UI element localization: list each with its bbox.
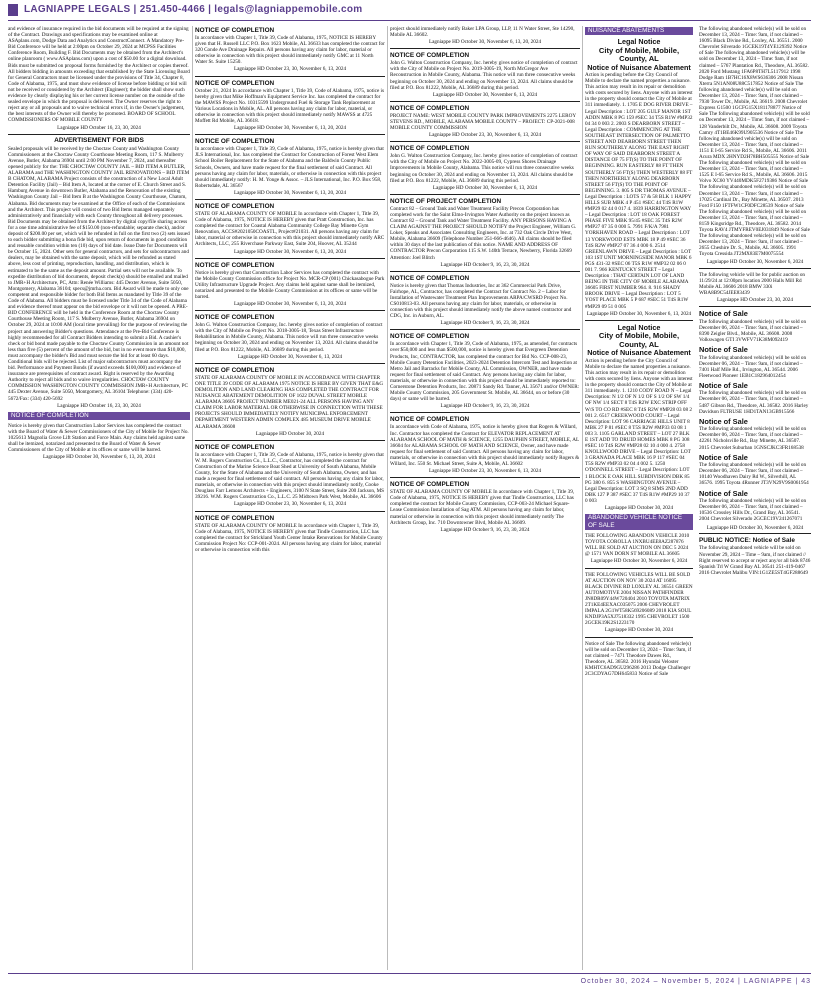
notice-publication: Lagniappe HD October 30, November 6, 13, 2024 [586,310,692,317]
notice [390,416,580,474]
notice-title: Notice of Sale [699,488,748,498]
notice-body: The following abandoned vehicle(s) will be sold on December 06, 2024 – Time: 9am, if not claimed – 10140 Woodhaven Dairy Rd W., Silverhill, AL 36576. 1995 Toyota 4Runner JT3VN29V9S0061954 [699,462,809,487]
notice-title: NOTICE OF COMPLETION [195,202,275,210]
notice [699,537,811,575]
notice-body: project should immediately notify Baker LPA Group, LLP, 11 N Water Street, Ste 14290, Mobile AL 36602. [390,26,576,39]
notice [195,444,385,508]
divider [585,568,693,569]
notice-title: NOTICE OF COMPLETION [390,104,470,112]
divider [390,271,580,272]
notice-title: Notice of Sale [699,380,748,390]
notice [585,572,693,634]
notice-title: NOTICE OF COMPLETION [390,145,470,153]
notice [195,27,385,73]
notice-body: Notice is hereby given that Construction Labor Services has completed the contract with the Mobile County Commission office for Project No. MCR-CP (001) Chickasabogue Park Utility Infrastructure Upgrade Project. Any claims held against same shall be itemized, notarized and presented to the Mobile County Commission at its offices or same will be barred. [195,269,386,300]
notice-body: Contract 82 – Ground Tank and Water Treatment Facility Precon Corporation has completed work for the Saint Elmo-Irvington Water Authority on the project known as Contract 82 – Ground Tank and Water Treatment Facility. ANY PERSONS HAVING A CLAIM AGAINST THE PROJECT SHOULD NOTIFY the Project Engineer, William G. Loker, Speaks and Associates Consulting Engineers, Inc. at 732 Oak Circle Drive West, Mobile, Alabama 36609 (Telephone Number 251-666-4646). All claims should be filed within 30 days of the last publication of this notice. NAME AND ADDRESS OF CONTRACTOR Precon Corporation 115 S.W. 140th Terrace, Newberry, Florida 32669 Attention: Joel Blitch [390,205,578,261]
notice-body: The following abandoned vehicle will be sold on November 29, 2024 – Time – 9am, if not claimed // Right reserved to accept or reject any/or all bids 8746 Spanish Trl W Grand Bay AL 36541 251-419-0467 2016 Chevrolet Malibu VIN:1G1ZE5ST4GF288649 [699,545,812,576]
notice-heading-line: Legal Notice [617,322,661,332]
column-3 [390,26,580,970]
notice-publication: Lagniappe HD October 23, 30, 2024 [717,297,793,304]
notice [699,310,811,343]
notice [585,533,693,564]
divider [390,48,580,49]
notice-publication: Lagniappe HD October 23, 30, November 6, 13, 2024 [233,501,347,508]
notice [195,80,385,132]
notice-body: THE FOLLOWING ABANDON VEHICLE 2010 TOYOTA COROLLA 1NXBU4EE8AZ287876 WILL BE SOLD AT AUCTION ON DEC 5 2024 @ 1571 VAN DORN ST MOBILE AL 36605 [585,533,691,558]
notice-body: STATE OF ALABAMA COUNTY OF MOBILE In accordance with Chapter 1, Title 39, Code of Alabama, 1975, NOTICE IS HEREBY given that Tindle Construction, LLC has completed the contract for Mobile County Commission, CCP-003-24 Michael Square-Lease Commission Installation of Sag ATM. All persons having any claim for labor, material or otherwise in connection with this project should immediately notify The Architects Group, Inc. 710 Downtowner Blvd, Mobile AL 36609. [390,489,576,526]
notice-body: STATE OF ALABAMA COUNTY OF MOBILE In accordance with Chapter 1, Title 39, Code of Alabama, 1975, NOTICE IS HEREBY given that Pratt Construction, Inc. has completed the contract for Coastal Alabama Community College Bay Minette Gym Renovation, ACCS#2021050COASTL, Project#21031. All persons having any claim for labor, material or otherwise in connection with this project should immediately notify ARC Architects, LLC, 255 Riverchase Parkway East, Suite 204, Hoover, AL 35244 [195,210,386,248]
divider [390,477,580,478]
notice-publication: Lagniappe HD October 16, 23, 30, 2024 [57,124,141,131]
notice-publication: Lagniappe HD October 30, November 6, 13, 20, 2024 [428,39,542,46]
notice-title: NOTICE OF COMPLETION [195,261,275,269]
section-header: ABANDONED VEHICLE NOTICE OF SALE [585,514,693,530]
notice-publication: Lagniappe HD October 9, 16, 23, 30, 2024 [440,320,530,327]
notice-title: NOTICE OF COMPLETION [195,27,275,34]
notice-publication: Lagniappe HD October 30, November 6, 2024 [706,525,804,532]
notice-body: Notice of Sale The following abandoned vehicle(s) will be sold on December 13, 2024 – Time: 9am, if not claimed – 7471 Theodore Dawes Rd., Theodore, AL 36582. 2016 Hyundai Veloster KMHTC6AD9GU296286 2013 Dodge Challenger 2C3CDYAG7DH645833 Notice of Sale [585,640,693,677]
notice-publication: Lagniappe HD October 30, November 6, 13, 2024 [432,91,538,98]
divider [390,141,580,142]
notice-title: NOTICE OF COMPLETION [390,481,470,489]
notice-publication: Lagniappe HD October 9, 16, 23, 30, 2024 [440,403,530,410]
notice-title: Notice of Sale [699,416,748,426]
notice-body: John G. Walton Construction Company, Inc. hereby gives notice of completion of contract with the City of Mobile on Project No. 2018-3005-18, Texas Street Infrastructure Rehabilitation in Mobile County, Alabama. This notice will run three consecutive weeks beginning on October 30, 2024 and ending on November 13, 2024. All claims should be filed at P.O. Box 81222, Mobile, AL 36689 during this period. [195,322,384,353]
notice-body: The following vehicle will be for public auction on 11/29/24 at 12:00pm location 2000 Halls Mill Rd Mobile AL 36606 2018 BMW 330i WBA8B9C54JEE83439 [699,271,807,296]
notice-body: John G. Walton Construction Company, Inc. hereby gives notice of completion of contract with the City of Mobile on Project No. 2022-3005-09, Cypress Shores Drainage Improvements in Mobile County, Alabama. This notice will run three consecutive weeks beginning on October 30, 2024 and ending on November 13, 2024. All claims should be filed at P.O. Box 81222, Mobile, AL 36689 during this period. [390,153,579,184]
notice-heading [585,38,693,72]
divider [195,76,385,77]
notice-publication: Lagniappe HD October 9, 16, 23, 30, 2024 [440,526,530,533]
notice-heading-line: City of Mobile, Mobile, County, AL [598,45,680,63]
divider [585,637,693,638]
notice [195,138,385,196]
notice [8,26,190,131]
notice [699,346,811,379]
notice-publication: Lagniappe HD October 30, November 6, 13, 20, 2024 [233,301,347,308]
notice-body: In accordance with Chapter 1, Title 39, Code of Alabama, 1975, notice is hereby given that JLS International, Inc. has completed the Contract for Construction of Forest West Elem School Boiler Replacement for the State of Alabama and the Baldwin County Public Schools, Owners, and have made request for the final settlement of said Contract. All persons having any claim for labor, materials, or otherwise in connection with this project should immediately notify: H. M. Yonge & Assoc. – JLS International, Inc. P.O. Box 958, Robertsdale, AL 36567 [195,146,386,189]
notice-publication: Lagniappe HD October 30, 2024 [604,627,674,634]
divider [699,533,811,534]
divider [390,101,580,102]
divider [390,194,580,195]
section-header: NOTICE OF COMPLETION [8,412,190,420]
notice [585,358,693,511]
notice-body: John G. Walton Construction Company, Inc. hereby gives notice of completion of contract with the City of Mobile on Project No. 2019-3005-19, North McGregor Ave Reconstruction in Mobile County, Alabama. This notice will run three consecutive weeks beginning on October 30, 2024 and ending on November 13, 2024. All claims should be filed at P.O. Box 81222, Mobile, AL 36689 during this period. [390,60,579,91]
notice [699,382,811,415]
header-rule [8,20,811,21]
notice-publication: Lagniappe HD October 30, November 6, 13, 2024 [237,353,343,360]
notice [699,272,811,303]
divider [195,363,385,364]
notice [390,275,580,327]
notice-title: Notice of Sale [699,345,748,354]
notice-body: In accordance with Chapter 1, Title 39, Code of Alabama, 1975, as amended, for contracts over $50,000 and less than $500,000, notice is hereby given that Evergreen Detention Products, Inc, CONTRACTOR, has completed the contract for Bid No. CCP-008-23, Mobile County Detention Facilities, 2023-2024 Detention Intercom Test and Inspection at Metro Jail and Barracks for Mobile County, AL Commission, OWNER, and have made request for final settlement of said Contract. Any persons having any claim for labor, materials, or otherwise in connection with this project should be immediately reported to: Cornerstone Detention Products, Inc. 20871 Sandy Rd. Tanner, AL 35671 and/or OWNER: Mobile County Commission, 205 Government St. Mobile, AL 36644, on or before (30 days) or same will be barred. [390,341,581,403]
notice-publication: Lagniappe HD October 30, 2024 [255,430,325,437]
notice-body: Notice is hereby given that Thomas Industries, Inc at 362 Commercial Park Drive, Fairhope, AL, Contractor, has completed the Contract for Contract No. 2 – Labor for Installation of Wastewater Treatment Plan Improvements ARPA/CWSRD Project No. CS010813-03. All persons having any claim for labor, materials, or otherwise in connection with this project should immediately notify the above named contractor and CDG, Inc. in Auburn, AL. [390,282,573,320]
notice-body: In accordance with Chapter 1, Title 39, Code of Alabama, 1975, notice is hereby given that W. M. Rogers Construction Co., L.L.C., Contractor, has completed the contract for Construction of the Marine Science Boat Shed at University of South Alabama, Mobile County, for the State of Alabama and the University of South Alabama, Owner, and has made a request for final settlement of said contract. All persons having any claim for labor, materials, or otherwise in connection with this project should immediately notify, Cooke Douglass Farr Lemons Architects + Engineers, 3100 N State Street, Suite 200 Jackson, MS 39216. W.M. Rogers Construction Co., L.L.C. 25 Midtown Park West, Mobile, AL 36606 [195,451,386,501]
notice-publication: Lagniappe HD October 30, November 6, 2024 [706,258,804,265]
header-title: LAGNIAPPE LEGALS | 251.450-4466 | legals@lagniappemobile.com [24,4,363,15]
notice-publication: Lagniappe HD October 30, November 6, 13, 20, 2024 [233,125,347,132]
notice-title: NOTICE OF COMPLETION [390,274,470,282]
notice-title: NOTICE OF COMPLETION [195,79,275,87]
legal-columns [8,26,811,970]
notice [699,26,811,265]
divider [195,134,385,135]
notice-title: Notice of Sale [699,309,748,319]
notice-body: In accordance with Chapter 1, Title 39, Code of Alabama, 1975, NOTICE IS HEREBY given that H. Russell LLC P.O. Box 1623 Mobile, AL 36633 has completed the contract for 320 Conde Ave Drainage Repairs. All persons having any claim for labor, material or otherwise in connection with this project should immediately notify GMC at 11 North Water St. Suite 15250. [195,35,387,66]
notice [195,314,385,360]
notice-title: NOTICE OF COMPLETION [390,52,470,60]
notice-title: NOTICE OF COMPLETION [390,416,470,424]
divider [390,329,580,330]
notice [585,641,693,678]
notice-body: October 21, 2024 In accordance with Chapter 1, Title 39, Code of Alabama, 1975, notice is hereby given that Mike Hoffman's Equipment Service Inc. has completed the contract for the MAWSS Project No. 10315599 Underground Fuel & Storage Tank Replacement at Various Locations in Mobile, AL. All persons having any claim for labor, material, or otherwise in connection with this project should immediately notify MAWSS at 4725 Moffett Rd Mobile, AL 36618. [195,87,386,125]
notice-heading [585,324,693,358]
notice-publication: Lagniappe HD October 30, November 6, 13, 20, 2024 [233,189,347,196]
notice [390,481,580,533]
notice [390,198,580,268]
notice [390,145,580,191]
notice-body: PROJECT NAME: WEST MOBILE COUNTY PARK IMPROVEMENTS 2275 LEROY STEVENS RD., MOBILE, ALABAMA MOBILE COUNTY – PROJECT: CP-2021-008 MOBILE COUNTY COMMISSION [390,112,578,132]
notice [195,367,385,437]
column-2 [195,26,385,970]
notice-publication: Lagniappe HD October 30, November 6, 13, 2024 [432,184,538,191]
notice-publication: Lagniappe HD October 16, 23, 30, 2024 [57,402,141,409]
notice-heading-line: Legal Notice [617,37,661,46]
divider [585,320,693,321]
notice [8,146,190,409]
notice-body: THE FOLLOWING VEHICLES WILL BE SOLD AT AUCTION ON NOV 30 2024 AT 16095 BLACK DIVINE RD LOXLEY AL 36551 GREEN AUTOMOTIVE 2004 NISSAN PATHFINDER JN8DR09Y44W720404 2010 TOYOTA MATRIX 2T1KE4EEXAC035075 2006 CHEVROLET IMPALA 2G1WT58K569206089 2018 KIA SOUL KNDJP3A5XJ7518332 1995 CHEVROLET 1500 2GCEK19K2S1223170 [585,571,694,627]
notice-publication: Lagniappe HD October 9, 16, 23, 30, 2024 [440,261,530,268]
notice [195,262,385,308]
divider [699,306,811,307]
divider [195,258,385,259]
notice-body: The following abandoned vehicle(s) will be sold on December 06, 2024 – Time: 9am, if not claimed – 10536 Crossley Hills Dr., Grand Bay, AL 36541. 2004 Chevrolet Silverado 2GCEC19V241267071 [699,498,808,523]
notice-body: The following abandoned vehicle(s) will be sold on December 06, 2024 – Time: 9am, if not claimed – 7401 Half Mile Rd., Irvington, AL 36544. 2006 Fleetwood Pioneer 1EB1C182964012454 [699,354,808,379]
notice-title: PUBLIC NOTICE: Notice of Sale [699,537,795,545]
notice-body: and evidence of insurance required in the bid documents will be required at the signing of the Contract. Drawings and specifications may be examined online at ASAplans.com, Dodge Data and Analytics and ConstructConnect. A Mandatory Pre-Bid Conference will be held at 2:00pm on October 29, 2024 at MCPSS Facilities Conference Room, Building F. Bid Documents may be obtained from the Architect's online planroom ( www.ASAplans.com) upon a cost of $50.00 for a digital download. Bids must be submitted on proposal forms furnished by the Architect or copies thereof. All bidders bidding in amounts exceeding that established by the State Licensing Board for General Contractors must be licensed under the provisions of Title 34, Chapter 8, Code of Alabama, 1975, and must show evidence of license before bidding or bid will not be received or considered by the Architect (Engineer); the bidder shall show such evidence by clearly displaying his or her current license number on the outside of the sealed envelope in which the proposal is delivered. The Owner reserves the right to reject any or all proposals and to waive technical errors if, in the Owner's judgement, the best interests of the Owner will thereby be promoted. BOARD OF SCHOOL COMMISSIONERS OF MOBILE COUNTY [8,26,192,124]
footer-rule [8,973,811,974]
notice [195,515,385,553]
notice-publication: Lagniappe HD October 30, 2024 [604,505,674,511]
notice-title: NOTICE OF COMPLETION [195,138,275,146]
notice [585,72,693,317]
notice [390,105,580,138]
divider [195,199,385,200]
notice [195,203,385,255]
divider [699,268,811,269]
notice-publication: Lagniappe HD October 30, November 6, 13, 20, 2024 [233,248,347,255]
page-header [0,0,819,22]
divider [195,440,385,441]
notice-body: The following abandoned vehicle(s) will be sold on December 06, 2024 – Time: 9am, if not claimed – 42261 Nicholsville Rd., Bay Minette, AL 36507. 2015 Chevrolet Suburban 1GNSCJKC3FR168538 [699,426,808,451]
notice-publication: Lagniappe HD October 30, November 6, 13, 20, 2024 [42,454,156,461]
divider [195,310,385,311]
notice-body: STATE OF ALABAMA COUNTY OF MOBILE IN ACCORDANCE WITH CHAPTER ONE TITLE 39 CODE OF ALABAMA 1975 NOTICE IS HERE BY GIVEN THAT E&G DEMOLITION AND LAND CLEARING HAS COMPLETED THE CONTRACT FOR NUISANCE ABATEMENT DEMOLITION OF 1622 DUVAL STREET MOBILE ALABAMA 36605 PROJECT NUMBER ME021-24 ALL PERSONS HAVING ANY CLAIM FOR LABOR MATERIAL OR OTHERWISE IN CONNECTION WITH THESE PROJECTS SHOULD IMMEDIATELY NOTIFY MUNICIPAL ENFORCEMENT DEPARTMENT WESTERN ADMIN COMPLEX 485 MUSEUM DRIVE MOBILE ALABAMA 36608 [195,374,385,430]
column-4 [585,26,693,970]
notice-body: The following abandoned vehicle(s) will be sold on December 06, 2024 – Time: 9am, if not claimed – 8390 Zeigler Blvd., Mobile, AL 36608. 2008 Volkswagen GTI 3VWFV71K38M092419 [699,318,808,343]
notice-title: NOTICE OF PROJECT COMPLETION [390,197,502,205]
divider [8,134,190,135]
notice-publication: Lagniappe HD October 23, 30, November 6, 13, 2024 [233,66,347,73]
notice-body: Notice is hereby given that Construction Labor Services has completed the contract with the Board of Water & Sewer Commissioners of the City of Mobile for Project No. 1025613 Magnolia Grove Lift Station and Force Main. Any claims held against same shall be itemized, notarized and presented to the Board of Water & Sewer Commissioners of the City of Mobile at its offices or same will be barred. [8,422,191,454]
notice [390,333,580,409]
header-accent-bar [8,4,18,16]
notice-title: Notice of Sale [699,452,748,462]
notice-body: In accordance with Code of Alabama, 1975, notice is hereby given that Rogers & Willard, Inc. Contractor has completed the Contract for ELEVATOR REPLACEMENT AT ALABAMA SCHOOL OF MATH & SCIENCE, 1255 DAUPHIN STREET, MOBILE, AL 36604 for ALABAMA SCHOOL OF MATH AND SCIENCE, Owner, and have made request for final settlement of said Contract. All persons having any claim for labor, materials, or otherwise in connection with this project should immediately notify Rogers & Willard, Inc. 550 St. Michael Street, Suite A, Mobile, AL 36602 [390,424,581,467]
notice-heading-line: Notice of Nuisance Abatement [587,62,691,72]
notice-title: NOTICE OF COMPLETION [195,314,275,322]
divider [195,511,385,512]
notice-title: NOTICE OF COMPLETION [195,514,275,522]
column-5 [699,26,811,970]
notice-publication: Lagniappe HD October 23, 30, November 6, 13, 2024 [428,132,542,139]
column-1 [8,26,190,970]
divider [390,412,580,413]
notice-title: NOTICE OF COMPLETION [195,443,275,451]
section-header: NUISANCE ABATEMENTS [585,27,693,35]
notice-publication: Lagniappe HD October 30, November 6, 2024 [590,558,688,565]
notice-heading-line: City of Mobile, Mobile, County, AL [598,331,680,349]
notice-body: Action is pending before the City Council of Mobile to declare the named properties a nuisance. This action may result in its repair or demolition with costs secured by liens. Anyone with an interest in the property should contact the City of Mobile at 311 immediately. 1. 1705 E DOG RIVER DRIVE – Legal Description : LOT 205 GULF MANOR 1ST ADDN MBK 8 PG 159 #SEC 34 T5S R1W #MP32 04 34 0 003 2. 2003 S DEARBORN STREET – Legal Description : COMMENCING AT THE SOUTHEAST INTERSECTION OF PALMETTO STREET AND DEARBORN STREET THEN RUN SOUTHERLY ALONG THE EAST RIGHT OF WAY OF SAID DEARBORN STREET A DISTANCE OF 75 FT(S) TO THE POINT OF BEGINNING. RUN EASTERLY 88 FT THEN SOUTHERLY 56 FT(S) THEN WESTERLY 88 FT THEN NORTHERLY ALONG DEARBORN STREET 56 FT(S) TO THE POINT OF BEGINNING. 3. 805 S DR THOMAS AVENUE – Legal Description : LOTS 57 & 58 BLK 1 HAPPY HILLS SUB MBK 4 P 451 #SEC 44 T4S R1W #MP29 02 44 0 017 4. 1839 HARRINGTON WAY – Legal Description : LOT 18 OAK FOREST PHASE FIVE MBK 95/45 #SEC 35 T4S R2W #MP27 07 35 0 000 5. 7991 F/K/A 7981 YORKHAVEN ROAD – Legal Description : LOT 13 YORKWOOD ESTS MBK 18 P 49 #SEC 36 T4S R2W #MP27 07 36 4 000 6. 2514 GREENLAWN DRIVE – Legal Description : LOT 103 1ST UNIT MORNINGSIDE MANOR MBK 6 PGS 431-32 #SEC 06 T5S R1W #MP32 02 06 0 001 7. 966 KENTUCKY STREET – Legal Description : THAT CERTAIN LOT OF LAND BEING IN THE CITY OF MOBILE ALABAMA 36605 FIRST NUMBER 964. 8. 916 SHADY BROOK DRIVE – Legal Description : LOT 5 YOST PLACE MBK 5 P 687 #SEC 51 T4S R1W #MP29 09 51 0 005 [585,72,694,310]
notice-body: STATE OF ALABAMA COUNTY OF MOBILE In accordance with Chapter 1, Title 39, Code of Alabama, 1975, NOTICE IS HEREBY given that Tindle Construction, LLC has completed the contract for Strickland Youth Center Intake Renovations for Mobile County Commission Project No: CCP-001-2024. All persons having any claim for labor, material or otherwise in connection with this [195,522,384,553]
notice-title: ADVERTISEMENT FOR BIDS [54,136,144,144]
notice-body: The following abandoned vehicle(s) will be sold on December 13, 2024 – Time: 9am, if not claimed – 16095 Black Divine Rd., Loxley, AL 36551. 2000 Chevrolet Silverado 1GCEK19T4YE129392 Notice of Sale The following abandoned vehicle(s) will be sold on December 13, 2024 – Time: 9am, if not claimed – 5767 Plantation Rd., Theodore, AL 36582. 2020 Ford Mustang 1FA6P8TH7L5117912 1998 Dodge Ram 1B7HC16X8WS636306 2008 Nissan Xterra 5N1AN08U88C517852 Notice of Sale The following abandoned vehicle(s) will be sold on December 13, 2024 – Time: 9am, if not claimed – 7930 Tower Dr., Mobile, AL 36619. 2008 Chevrolet Express G1500 1GCFG15X181178877 Notice of Sale The following abandoned vehicle(s) will be sold on December 13, 2024 – Time: 9am, if not claimed – 128 Vanderbilt Dr., Mobile, AL 36608. 2009 Toyota Camry 4T1BE46K99U905536 Notice of Sale The following abandoned vehicle(s) will be sold on December 13, 2024 – Time: 9am, if not claimed – 1151 E I-65 Service Rd S., Mobile, AL 36606. 2011 Acura MDX 2HNYD2H78BH505555 Notice of Sale The following abandoned vehicle(s) will be sold on December 13, 2024 – Time: 9am, if not claimed – 1525 E I-65 Service Rd S., Mobile, AL 36606. 2015 Volvo XC60 YV440MDK5F2719386 Notice of Sale The following abandoned vehicle(s) will be sold on December 13, 2024 – Time: 9am, if not claimed – 17025 Cardinal Dr., Bay Minette, AL 36507. 2013 Ford F150 1FTFW1CF0DFC28539 Notice of Sale The following abandoned vehicle(s) will be sold on December 13, 2024 – Time: 9am, if not claimed – 8159 Kingsridge Rd., Theodore, AL 36582. 2014 Toyota RAV4 JTMYFREV0EJ031849 Notice of Sale The following abandoned vehicle(s) will be sold on December 13, 2024 – Time: 9am, if not claimed – 2655 Cheshire Dr. S., Mobile, AL 36605. 1991 Toyota Cressida JT2MX83E7M0075554 [699,26,812,258]
notice [390,52,580,98]
notice-title: NOTICE OF COMPLETION [390,333,470,341]
notice-body: Sealed proposals will be received by the Choctaw County and Washington County Commissioners at the Choctaw County Courthouse Meeting Room, 117 S. Mulberry Avenue, Butler, Alabama 36904 until 2:00 PM November 7, 2024, and thereafter opened publicly for the: THE CHOCTAW COUNTY JAIL – BID ITEM A BUTLER, ALABAMA and THE WASHINGTON COUNTY JAIL RENOVATIONS – BID ITEM B CHATOM, ALABAMA Project consists of the construction of a New Local Adult Detention Facility (Jail) – Bid Item A, located at the corner of E. Church Street and S. Hamburg Avenue in downtown Butler, Alabama and the Renovation of the existing Washington County Jail – Bid Item B at the Washington County Courthouse, Chatom, Alabama. Bid documents may be examined at the Office of each of the Commissions and the Architect. This project will consist of two Bid Items managed separately administratively and financially with each County throughout all delivery processes. Bid Documents may be obtained from the Architect by digital copy/file sharing access for a one time administrative fee of $150.00 (non-refundable; separate check), and/or deposit of $200.00 per set, which will be refunded in full on the first two (2) sets issued to each bidder submitting a bona fide bid, upon return of documents in good condition and reusable condition within ten (10) days of bid date. Issue Date for Documents will be October 15, 2024. Other sets for general contractors, and sets for subcontractors and dealers, may be obtained with the same deposit, which will be refunded as stated above, less cost of printing, reproduction, handling, and distribution, which is estimated to be the same as the deposit amount. Partial sets will not be available. To expedite distribution of bid documents, deposit check(s) should be emailed and mailed to JMR+H Architecture, PC, Attn: Renée Williams: 445 Dexter Avenue, Suite 5050, Montgomery, Alabama 36104; specs@jmrha.com. Bid Award will be made to only one competent and responsible bidder for both Bid Items as mandated by Title 39 of the Code of Alabama. All bidders must be licensed under Title 34 of the Code of Alabama and evidence thereof must appear on the bid envelope or it will not be opened. A PRE-BID CONFERENCE will be held in the Conference Room at the Choctaw County Courthouse Meeting Room, 117 S. Mulberry Avenue, Butler, Alabama 36904 on October 29, 2024 at 10:00 AM (local time prevailing) for the purpose of reviewing the project and answering Bidder's questions. Attendance at the Pre-Bid Conference is highly recommended for all Contract Bidders intending to submit a Bid. A cashier's check or bid bond made payable to the Choctaw County Commission in an amount not less than five (5) percent of the amount of the bid, but in no event more than $10,000, must accompany the bidder's Bid and must secure the bid for at least 60 days. Conditional bids will be rejected. List of major subcontractors must accompany the bid. Performance and Payment Bonds (if award exceeds $100,000) and evidence of insurance are prerequisites of contract award. Right is reserved by the Awarding Authority to reject all bids and to waive irregularities. CHOCTAW COUNTY COMMISSION WASHINGTON COUNTY COMMISSION JMR+H Architecture, PC 445 Dexter Avenue, Suite 5050, Montgomery, AL 36104 Telephone: (334) 420-5672/Fax: (334) 420-5692 [8,145,191,402]
notice [8,423,190,461]
notice-body: Action is pending before the City Council of Mobile to declare the named properties a nuisance. This action may result in its repair or demolition with costs secured by liens. Anyone with an interest in the property should contact the City of Mobile at 311 immediately. 1. 1210 CODY ROAD N – Legal Description: N 1/2 OF N 1/2 OF S 1/2 OF SW 1/4 OF NW 1/4 SECT 8 T4S R2W EXC STRIP OFF W/S TO CO RD #SEC 8 T4S R2W #MP28 03 08 2 001 2. 6517 CREEKWOOD COURT – Legal Description: LOT 96 CARRIAGE HILLS UNIT 8 MBK 27 P 81 #SEC 8 T5S R2W #MP33 03 08 1 003 3. 1105 GARLAND STREET – LOT 27 BLK E 1ST ADD TO DRUID HOMES MBK 8 PG 308 #SEC 10 T4S R2W #MP28 02 10 4 000 4. 2758 KNOLLWOOD DRIVE – Legal Description: LOT 3 GRANADA PLACE MBK 16 P 117 #SEC 04 T5S R2W #MP33 02 04 4 002 5. 1250 O'DONNELL STREET – Legal Description: LOT 1 BLOCK E OAK HILL SUBDIVISION DBK 85 PG 380 6. 855 S WASHINGTON AVENUE – Legal Description: LOT 3 SQ 8 SIMS 2ND ADD DBK 127 P 387 #SEC 37 T4S R1W #MP29 10 37 0 003 [585,357,694,504]
notice [390,26,580,45]
notice [699,454,811,487]
page-footer: October 30, 2024 – November 5, 2024 | LAGNIAPPE | 43 [580,978,811,985]
notice-publication: Lagniappe HD October 23, 30, November 6, 13, 2024 [428,468,542,475]
notice-body: The following abandoned vehicle(s) will be sold on December 06, 2024 – Time: 9am, if not claimed – 5487 Gibson Rd., Theodore, AL 36582. 2016 Harley Davidson FLTRUSE 1HD1TAN13GB915566 [699,390,810,415]
notice [699,418,811,451]
notice-title: NOTICE OF COMPLETION [195,366,275,374]
notice-heading-line: Notice of Nuisance Abatement [587,348,691,358]
notice [699,490,811,523]
